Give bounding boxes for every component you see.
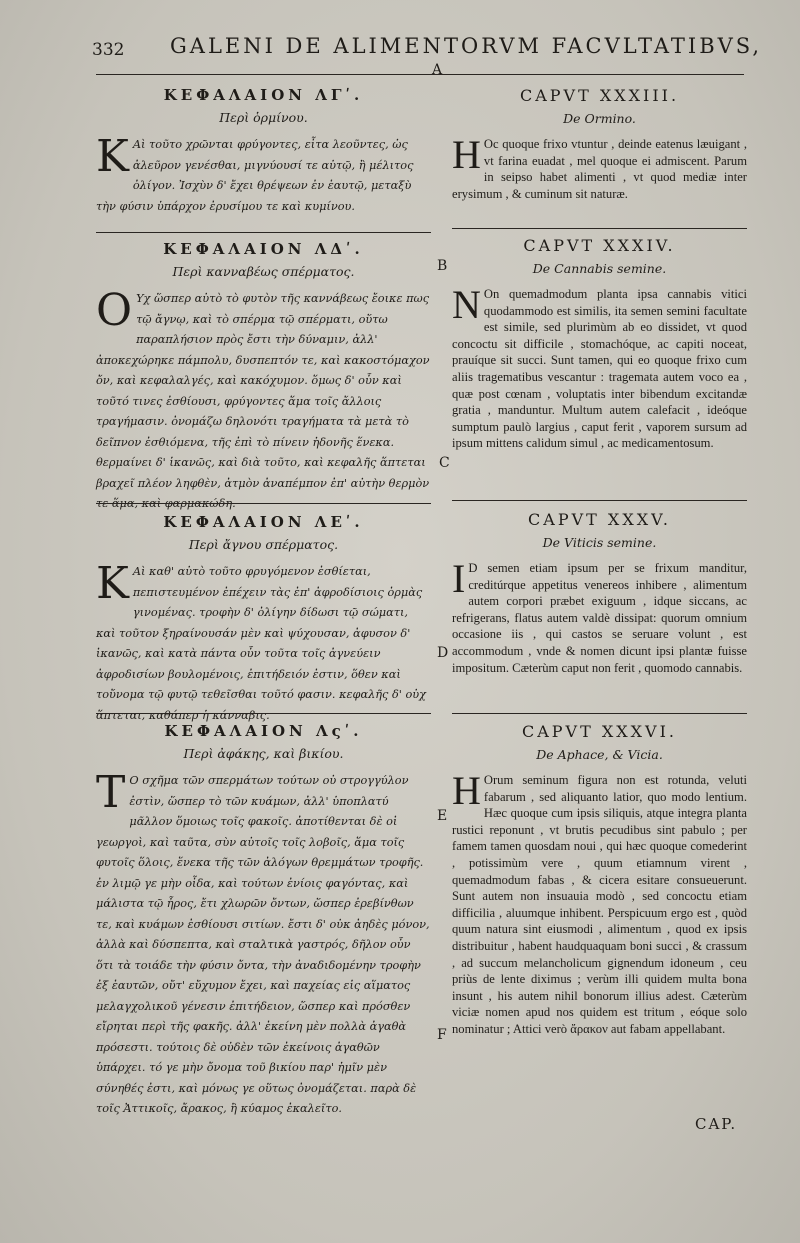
greek-text-body: Αὶ καθ' αὐτὸ τοῦτο φρυγόμενον ἐσθίεται, πεπιστευμένον ἐπέχειν τὰς ἐπ' ἀφροδίσιοις ὁρμὰς γινομένας. τροφὴν δ' ὀλίγην δίδωσι τῷ σώματι, καὶ τοῦτον ξηραίνουσάν μὲν καὶ ψύχουσαν, ἀφυσον δ' ἱκανῶς, καὶ κατὰ πάντα οὖν τοῦτα τοῖς ἀγνεύειν ἀφροδισίων βουλομένοις, ἐπιτήδειόν ἐστιν, ὅθεν καὶ τοὔνομα τῷ φυτῷ τεθεῖσθαι τοῦτό φασιν. κεφαλῆς δ' οὐχ ἅπτεται, καθάπερ ἡ κάνναβις. [96,565,426,722]
latin-chapter-heading: CAPVT XXXIII. [519,86,680,105]
greek-chapter-title: Περὶ κανναβέως σπέρματος. [172,264,355,279]
greek-text-body: Ο σχῆμα τῶν σπερμάτων τούτων οὐ στρογγύλον ἐστὶν, ὥσπερ τὸ τῶν κυάμων, ἀλλ' ὑποπλατύ μᾶλλον ὅμοιως τοῖς φακοῖς. ἀποτίθενται δὲ οἱ γεωργοὶ, καὶ ταῦτα, σὺν αὐτοῖς τοῖς λοβοῖς, ἅμα τοῖς φυτοῖς ὅλοις, ἕνεκα τῆς τῶν ἀλόγων θρεμμάτων τροφῆς. ἐν λιμῷ γε μὴν οἶδα, καὶ τούτων ἐνίοις φαγόντας, καὶ μάλιστα τῷ ἦρος, ἔτι χλωρῶν ὄντων, ὥσπερ ἐρεβίνθων τε, καὶ κυάμων ἐσθίουσι σιτίων. ἔστι δ' οὐκ ἀηδὲς μόνον, ἀλλὰ καὶ δύσπεπτα, καὶ σταλτικὰ γαστρός, δῆλον οὖν ὅτι τὰ τοιάδε τὴν φύσιν ὄντα, τὴν ἀναδιδομένην τροφὴν ἐξ ἑαυτῶν, οὔτ' εὔχυμον ἔχει, καὶ παχείας εἰς αἵματος μελαγχολικοῦ γένεσιν ἐπιτήδειον, ὥσπερ καὶ πρόσθεν εἴρηται περὶ τῆς φακῆς. ἀλλ' ἐκείνη μὲν πολλὰ ἀγαθὰ πρόσεστι. τούτοις δὲ οὐδὲν τῶν ἐκείνοις ἀγαθῶν ὑπάρχει. τό γε μὴν ὄνομα τοῦ βικίου παρ' ἡμῖν μὲν σύνηθές ἐστι, καὶ μόνως γε οὕτως ὀνομάζεται. παρὰ δὲ τοῖς Ἀττικοῖς, ἄρακος, ἢ κύαμος ἐκαλεῖτο. [96,774,430,1115]
margin-marker-b: B [437,258,448,274]
latin-chapter-text [452,556,747,676]
section-rule [96,503,431,504]
drop-initial: H [452,132,481,177]
latin-chapter-title: De Cannabis semine. [532,261,667,276]
drop-initial: Κ [96,131,129,182]
greek-chapter-heading: ΚΕΦΑΛΑΙΟΝ ΛΔʹ. [163,240,364,258]
drop-initial: Κ [96,558,129,609]
latin-section-33 [452,86,747,202]
latin-chapter-heading: CAPVT XXXVI. [521,722,677,741]
greek-chapter-text [96,558,431,726]
greek-section-35 [96,513,431,726]
greek-section-36 [96,722,431,1120]
latin-chapter-title: De Viticis semine. [542,535,657,550]
greek-chapter-heading: ΚΕΦΑΛΑΙΟΝ ΛΕʹ. [163,513,364,531]
section-rule [96,713,431,714]
margin-marker-e: E [437,808,448,824]
latin-chapter-heading: CAPVT XXXIV. [523,236,676,255]
running-title: GALENI DE ALIMENTORVM FACVLTATIBVS, [170,34,763,58]
drop-initial: H [452,768,481,813]
greek-chapter-title: Περὶ ἄγνου σπέρματος. [188,537,339,552]
margin-marker-d: D [437,645,449,661]
drop-initial: Τ [96,767,126,818]
greek-section-33 [96,86,431,217]
greek-chapter-text [96,767,431,1120]
latin-text-body: Orum seminum figura non est rotunda, veluti fabarum , sed aliquanto latior, quo modo lentium. Hæc quoque cum ipsis siliquis, atque integra planta rustici reponunt , vt brutis pecudibus sint pabulo ; per famem tamen quosdam noui , qui hæc quoque comederint , potissimùm vere , quum etiamnum virent , quemadmodum fabas , & cicera esitare consueuerunt. Sunt autem non insuauia modò , sed concoctu etiam difficilia , aluumque inhibent. Perspicuum ergo est , quòd quum natura sint eiusmodi , alimentum , quod ex ipsis distribuitur , habent haudquaquam boni succi , & crassum , ad succum melancholicum gignendum idoneum , ceu priùs de lente diximus ; verùm illi quidem multa bona insunt , his autem nihil bonorum illius adest. Cæterùm viciæ nomen apud nos quidem est tritum , eóque solo nominatur ; Attici verò ἄρακον aut fabam appellabant. [452,773,747,1036]
latin-chapter-title: De Aphace, & Vicia. [536,747,663,762]
latin-chapter-text [452,768,747,1038]
greek-chapter-heading: ΚΕΦΑΛΑΙΟΝ ΛΓʹ. [163,86,364,104]
greek-section-34 [96,240,431,515]
section-rule [452,713,747,714]
section-rule [452,500,747,501]
catchword: CAP. [695,1115,738,1133]
latin-chapter-heading: CAPVT XXXV. [528,510,671,529]
section-rule [452,228,747,229]
margin-marker-a: A [432,62,443,78]
greek-text-body: Υχ ὥσπερ αὐτὸ τὸ φυτὸν τῆς καννάβεως ἔοικε πως τῷ ἄγνῳ, καὶ τὸ σπέρμα τῷ σπέρματι, οὕτω παραπλήσιον πρὸς ἔστι τὴν δύναμιν, ἀλλ' ἀποκεχώρηκε πάμπολυ, δυσπεπτόν τε, καὶ κακοστόμαχον ὄν, καὶ κεφαλαλγές, καὶ κακόχυμον. ὅμως δ' οὖν καὶ τοῦτό τινες ἐσθίουσι, φρύγοντες ἅμα τοῖς ἄλλοις τραγήμασιν. ὀνομάζω δηλονότι τραγήματα τὰ μετὰ τὸ δεῖπνον ἐσθιόμενα, τῆς ἐπὶ τὸ πίνειν ἡδονῆς ἕνεκα. θερμαίνει δ' ἱκανῶς, καὶ διὰ τοῦτο, καὶ κεφαλῆς ἅπτεται βραχεῖ πλέον ληφθὲν, ἀτμὸν ἀναπέμπον ἐπ' αὐτὴν θερμὸν τε ἅμα, καὶ φαρμακώδη. [96,292,430,510]
header-rule [96,74,744,75]
greek-chapter-title: Περὶ ὁρμίνου. [219,110,308,125]
latin-chapter-text [452,282,747,452]
latin-section-34 [452,236,747,452]
greek-text-body: Αὶ τοῦτο χρῶνται φρύγοντες, εἶτα λεοῦντες, ὡς ἀλεῦρον γενέσθαι, μιγνύουσί τε αὐτῷ, ἢ μέλιτος ὀλίγον. Ἰσχὺν δ' ἔχει θρέψεων ἐν ἑαυτῷ, μεταξὺ τὴν φύσιν ὑπάρχον ἐρυσίμου τε καὶ κυμίνου. [96,138,414,213]
latin-chapter-title: De Ormino. [563,111,636,126]
latin-text-body: D semen etiam ipsum per se frixum manditur, creditúrque appetitus venereos inhibere , alimentum autem corpori præbet exiguum , idque siccans, ac refrigerans, flatus autem valdè dissipat: quorum omnium occasione iis , qui castos se seruare volunt , est accommodum , vnde & nomen dicunt ipsi plantæ fuisse impositum. Cæterùm caput non ferit , quomodo cannabis. [452,561,747,675]
latin-text-body: Oc quoque frixo vtuntur , deinde eatenus læuigant , vt farina euadat , mel quoque ei admiscent. Parum in seipso habet alimenti , vt quod mediæ inter erysimum , & cuminum sit naturæ. [452,137,747,201]
latin-section-36 [452,722,747,1038]
greek-chapter-title: Περὶ ἀφάκης, καὶ βικίου. [183,746,344,761]
greek-chapter-heading: ΚΕΦΑΛΑΙΟΝ Λςʹ. [164,722,363,740]
drop-initial: Ο [96,285,133,336]
margin-marker-c: C [439,455,450,471]
margin-marker-f: F [437,1027,447,1043]
section-rule [96,232,431,233]
greek-chapter-text [96,131,431,217]
latin-chapter-text [452,132,747,202]
page-number: 332 [92,40,125,60]
greek-chapter-text [96,285,431,515]
latin-text-body: On quemadmodum planta ipsa cannabis vitici quodammodo est similis, ita semen semini facultate est simile, sed plurimùm ab eo dissidet, vt quod concoctu sit difficile , stomachóque, ac capiti noceat, prauíque sit succi. Sunt tamen, qui eo quoque frixo cum aliis tragematibus vescantur : tragemata autem voco ea , quæ post cœnam , voluptatis inter bibendum excitandæ gratia , manduntur. Multum autem calefacit , ideóque sumptum paulò largius , caput ferit , vaporem sursum ad ipsum mittens calidum simul , ac medicamentosum. [452,287,747,451]
latin-section-35 [452,510,747,676]
drop-initial: N [452,282,481,327]
drop-initial: I [452,556,466,601]
